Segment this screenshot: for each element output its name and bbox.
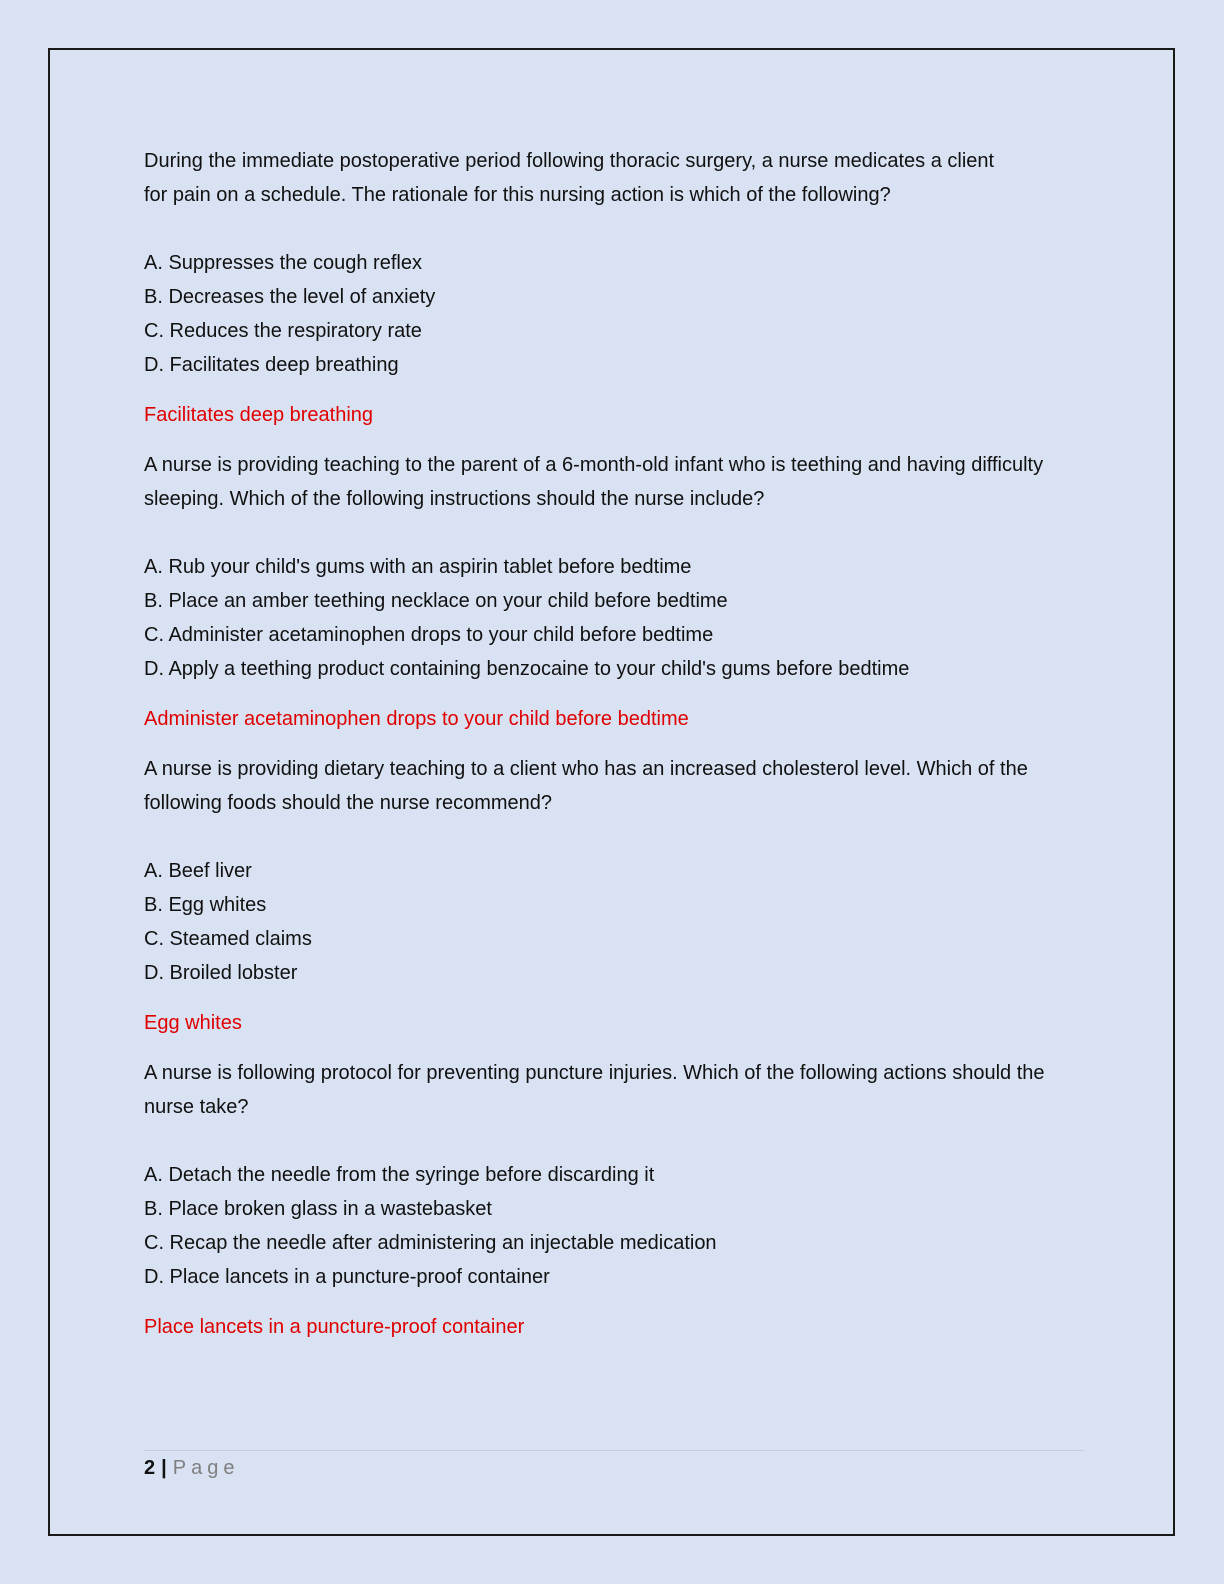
- option-item: A. Rub your child's gums with an aspirin tablet before bedtime: [144, 556, 692, 578]
- answer-text: Facilitates deep breathing: [144, 404, 374, 426]
- page-footer: [144, 1454, 239, 1482]
- page-label: Page: [172, 1457, 240, 1479]
- options-list: [144, 1158, 1084, 1294]
- option-item: D. Apply a teething product containing benzocaine to your child's gums before bedtime: [144, 658, 910, 680]
- question-2: [144, 448, 1084, 736]
- options-list: [144, 550, 1084, 686]
- document-content: [144, 144, 1084, 1360]
- option-item: B. Place an amber teething necklace on your child before bedtime: [144, 590, 728, 612]
- option-item: D. Place lancets in a puncture-proof container: [144, 1266, 550, 1288]
- answer-text: Egg whites: [144, 1012, 242, 1034]
- question-stem-line: for pain on a schedule. The rationale for this nursing action is which of the following?: [144, 184, 891, 206]
- option-item: A. Detach the needle from the syringe before discarding it: [144, 1164, 655, 1186]
- option-item: A. Suppresses the cough reflex: [144, 252, 422, 274]
- option-item: D. Facilitates deep breathing: [144, 354, 399, 376]
- option-item: C. Recap the needle after administering an injectable medication: [144, 1232, 717, 1254]
- footer-divider: [144, 1450, 1084, 1451]
- question-stem: A nurse is following protocol for preventing puncture injuries. Which of the following actions should the nurse take?: [144, 1062, 1045, 1118]
- question-1: [144, 144, 1084, 432]
- question-stem: A nurse is providing teaching to the parent of a 6-month-old infant who is teething and having difficulty sleeping. Which of the following instructions should the nurse include?: [144, 454, 1044, 510]
- question-4: [144, 1056, 1084, 1344]
- option-item: C. Administer acetaminophen drops to your child before bedtime: [144, 624, 714, 646]
- option-item: B. Egg whites: [144, 894, 267, 916]
- option-item: C. Reduces the respiratory rate: [144, 320, 422, 342]
- options-list: [144, 246, 1084, 382]
- answer-text: Administer acetaminophen drops to your child before bedtime: [144, 708, 689, 730]
- option-item: B. Decreases the level of anxiety: [144, 286, 436, 308]
- option-item: D. Broiled lobster: [144, 962, 298, 984]
- footer-separator: |: [161, 1457, 167, 1479]
- options-list: [144, 854, 1084, 990]
- option-item: A. Beef liver: [144, 860, 252, 882]
- option-item: B. Place broken glass in a wastebasket: [144, 1198, 492, 1220]
- page-number: 2: [144, 1457, 156, 1479]
- answer-text: Place lancets in a puncture-proof container: [144, 1316, 525, 1338]
- question-stem-line: During the immediate postoperative period following thoracic surgery, a nurse medicates a client: [144, 150, 995, 172]
- question-3: [144, 752, 1084, 1040]
- option-item: C. Steamed claims: [144, 928, 312, 950]
- question-stem: A nurse is providing dietary teaching to a client who has an increased cholesterol level. Which of the following foods should the nurse recommend?: [144, 758, 1028, 814]
